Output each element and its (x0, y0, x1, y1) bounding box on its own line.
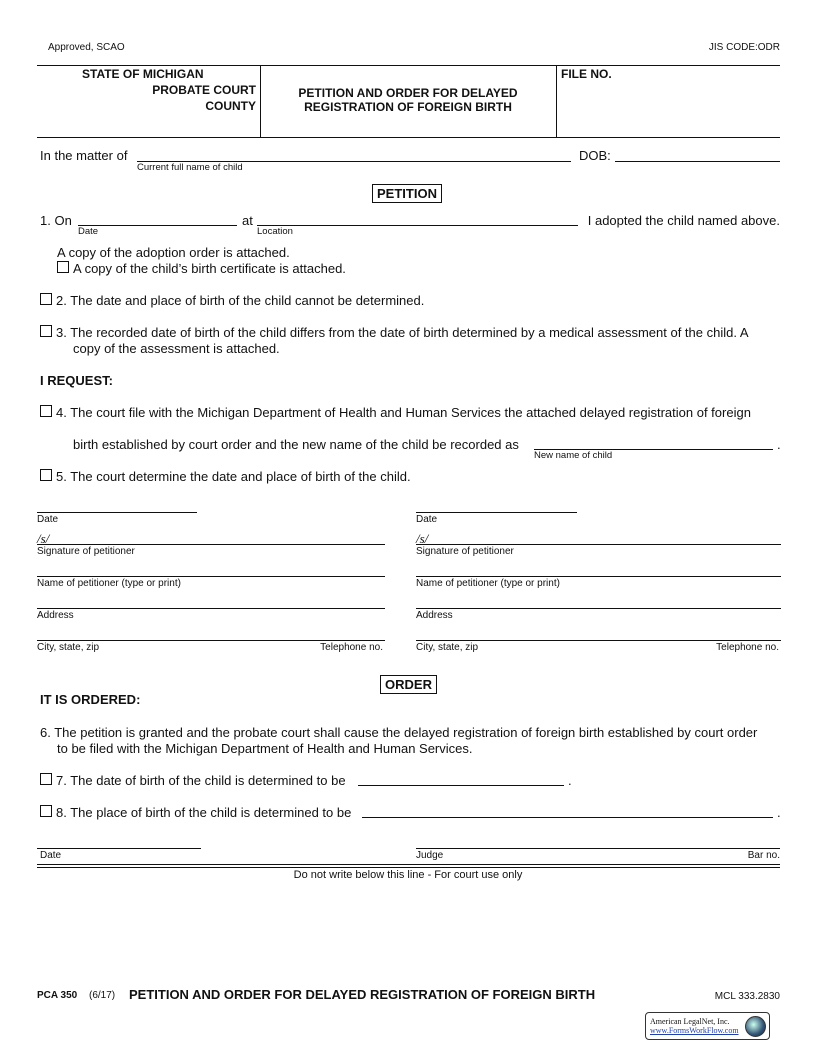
court-use-note: Do not write below this line - For court use only (293, 869, 523, 881)
date-caption: Date (40, 850, 62, 861)
item5-checkbox[interactable] (40, 469, 52, 481)
item7-checkbox[interactable] (40, 773, 52, 785)
divider (37, 867, 780, 868)
matter-label: In the matter of (40, 148, 128, 163)
item4-text-cont: birth established by court order and the new name of the child be recorded as (73, 437, 519, 452)
adoption-date-field[interactable] (78, 212, 237, 226)
item7-text: 7. The date of birth of the child is determined to be (56, 773, 346, 788)
period: . (568, 773, 572, 788)
city-caption: City, state, zip (37, 642, 100, 653)
sig-mark: /s/ (416, 531, 429, 546)
period: . (777, 437, 781, 452)
request-heading: I REQUEST: (40, 373, 113, 388)
item3-checkbox[interactable] (40, 325, 52, 337)
legalnet-logo[interactable] (645, 1012, 770, 1040)
phone-caption: Telephone no. (320, 642, 383, 653)
date-caption: Date (37, 514, 59, 525)
new-name-caption: New name of child (534, 450, 613, 461)
item3-text: 3. The recorded date of birth of the child differs from the date of birth determined by a medical assessment of the child. A (56, 325, 749, 340)
name-caption: Name of petitioner (type or print) (416, 578, 560, 589)
child-name-field[interactable] (137, 148, 571, 162)
birth-place-field[interactable] (362, 804, 773, 818)
new-name-field[interactable] (534, 436, 773, 450)
approved-label: Approved, SCAO (48, 42, 125, 53)
dob-field[interactable] (615, 148, 780, 162)
footer-title: PETITION AND ORDER FOR DELAYED REGISTRATION OF FOREIGN BIRTH (129, 987, 596, 1002)
item8-checkbox[interactable] (40, 805, 52, 817)
petitioner1-signature-field[interactable] (37, 531, 385, 545)
title-line: REGISTRATION OF FOREIGN BIRTH (304, 100, 512, 114)
order-heading: ORDER (380, 675, 437, 694)
ordered-heading: IT IS ORDERED: (40, 692, 141, 707)
state-label: STATE OF MICHIGAN (82, 67, 204, 81)
address-caption: Address (37, 610, 74, 621)
divider (37, 864, 780, 865)
item1-at: at (242, 213, 253, 228)
title-line: PETITION AND ORDER FOR DELAYED (298, 86, 518, 100)
item8-text: 8. The place of birth of the child is determined to be (56, 805, 352, 820)
petitioner2-signature-field[interactable] (416, 531, 781, 545)
order-date-field[interactable] (37, 835, 201, 849)
birth-cert-text: A copy of the child’s birth certificate is attached. (73, 261, 346, 276)
item5-text: 5. The court determine the date and place of birth of the child. (56, 469, 411, 484)
signature-caption: Signature of petitioner (416, 546, 514, 557)
birth-cert-checkbox[interactable] (57, 261, 69, 273)
adoption-location-field[interactable] (257, 212, 578, 226)
item4-checkbox[interactable] (40, 405, 52, 417)
item1-on: 1. On (40, 213, 72, 228)
adoption-order-text: A copy of the adoption order is attached. (57, 245, 290, 260)
court-label: PROBATE COURT (152, 83, 256, 97)
sig-mark: /s/ (37, 531, 50, 546)
form-revision: (6/17) (89, 990, 116, 1001)
birth-date-field[interactable] (358, 772, 564, 786)
city-caption: City, state, zip (416, 642, 479, 653)
petition-heading: PETITION (372, 184, 442, 203)
file-no-label: FILE NO. (561, 67, 612, 81)
address-caption: Address (416, 610, 453, 621)
bar-no-caption: Bar no. (747, 850, 780, 861)
divider (37, 137, 780, 138)
period: . (777, 805, 781, 820)
globe-icon (745, 1016, 766, 1037)
county-label: COUNTY (205, 99, 256, 113)
petitioner1-city-field[interactable] (37, 627, 385, 641)
form-title (260, 86, 556, 114)
name-caption: Name of petitioner (type or print) (37, 578, 181, 589)
petitioner1-name-field[interactable] (37, 563, 385, 577)
date-caption: Date (78, 226, 99, 237)
item1-adopted: I adopted the child named above. (587, 213, 780, 228)
petitioner2-date-field[interactable] (416, 499, 577, 513)
phone-caption: Telephone no. (716, 642, 779, 653)
petitioner2-address-field[interactable] (416, 595, 781, 609)
logo-text: American LegalNet, Inc. (650, 1017, 730, 1026)
petitioner2-city-field[interactable] (416, 627, 781, 641)
petitioner1-date-field[interactable] (37, 499, 197, 513)
mcl-reference: MCL 333.2830 (714, 991, 780, 1002)
item4-text: 4. The court file with the Michigan Department of Health and Human Services the attached delayed registration of foreign (56, 405, 751, 420)
item6-text: 6. The petition is granted and the probate court shall cause the delayed registration of foreign birth established by court order (40, 725, 758, 740)
location-caption: Location (257, 226, 293, 237)
form-number: PCA 350 (37, 990, 78, 1001)
date-caption: Date (416, 514, 438, 525)
divider (556, 65, 557, 137)
jis-code: JIS CODE:ODR (708, 42, 780, 53)
divider (37, 65, 780, 66)
signature-caption: Signature of petitioner (37, 546, 135, 557)
dob-label: DOB: (579, 148, 611, 163)
item2-text: 2. The date and place of birth of the child cannot be determined. (56, 293, 425, 308)
item2-checkbox[interactable] (40, 293, 52, 305)
petitioner1-address-field[interactable] (37, 595, 385, 609)
judge-signature-field[interactable] (416, 835, 780, 849)
logo-link[interactable]: www.FormsWorkFlow.com (650, 1026, 739, 1035)
judge-caption: Judge (416, 850, 444, 861)
child-name-caption: Current full name of child (137, 162, 243, 173)
item3-text-cont: copy of the assessment is attached. (73, 341, 280, 356)
item6-text-cont: to be filed with the Michigan Department of Health and Human Services. (57, 741, 473, 756)
petitioner2-name-field[interactable] (416, 563, 781, 577)
